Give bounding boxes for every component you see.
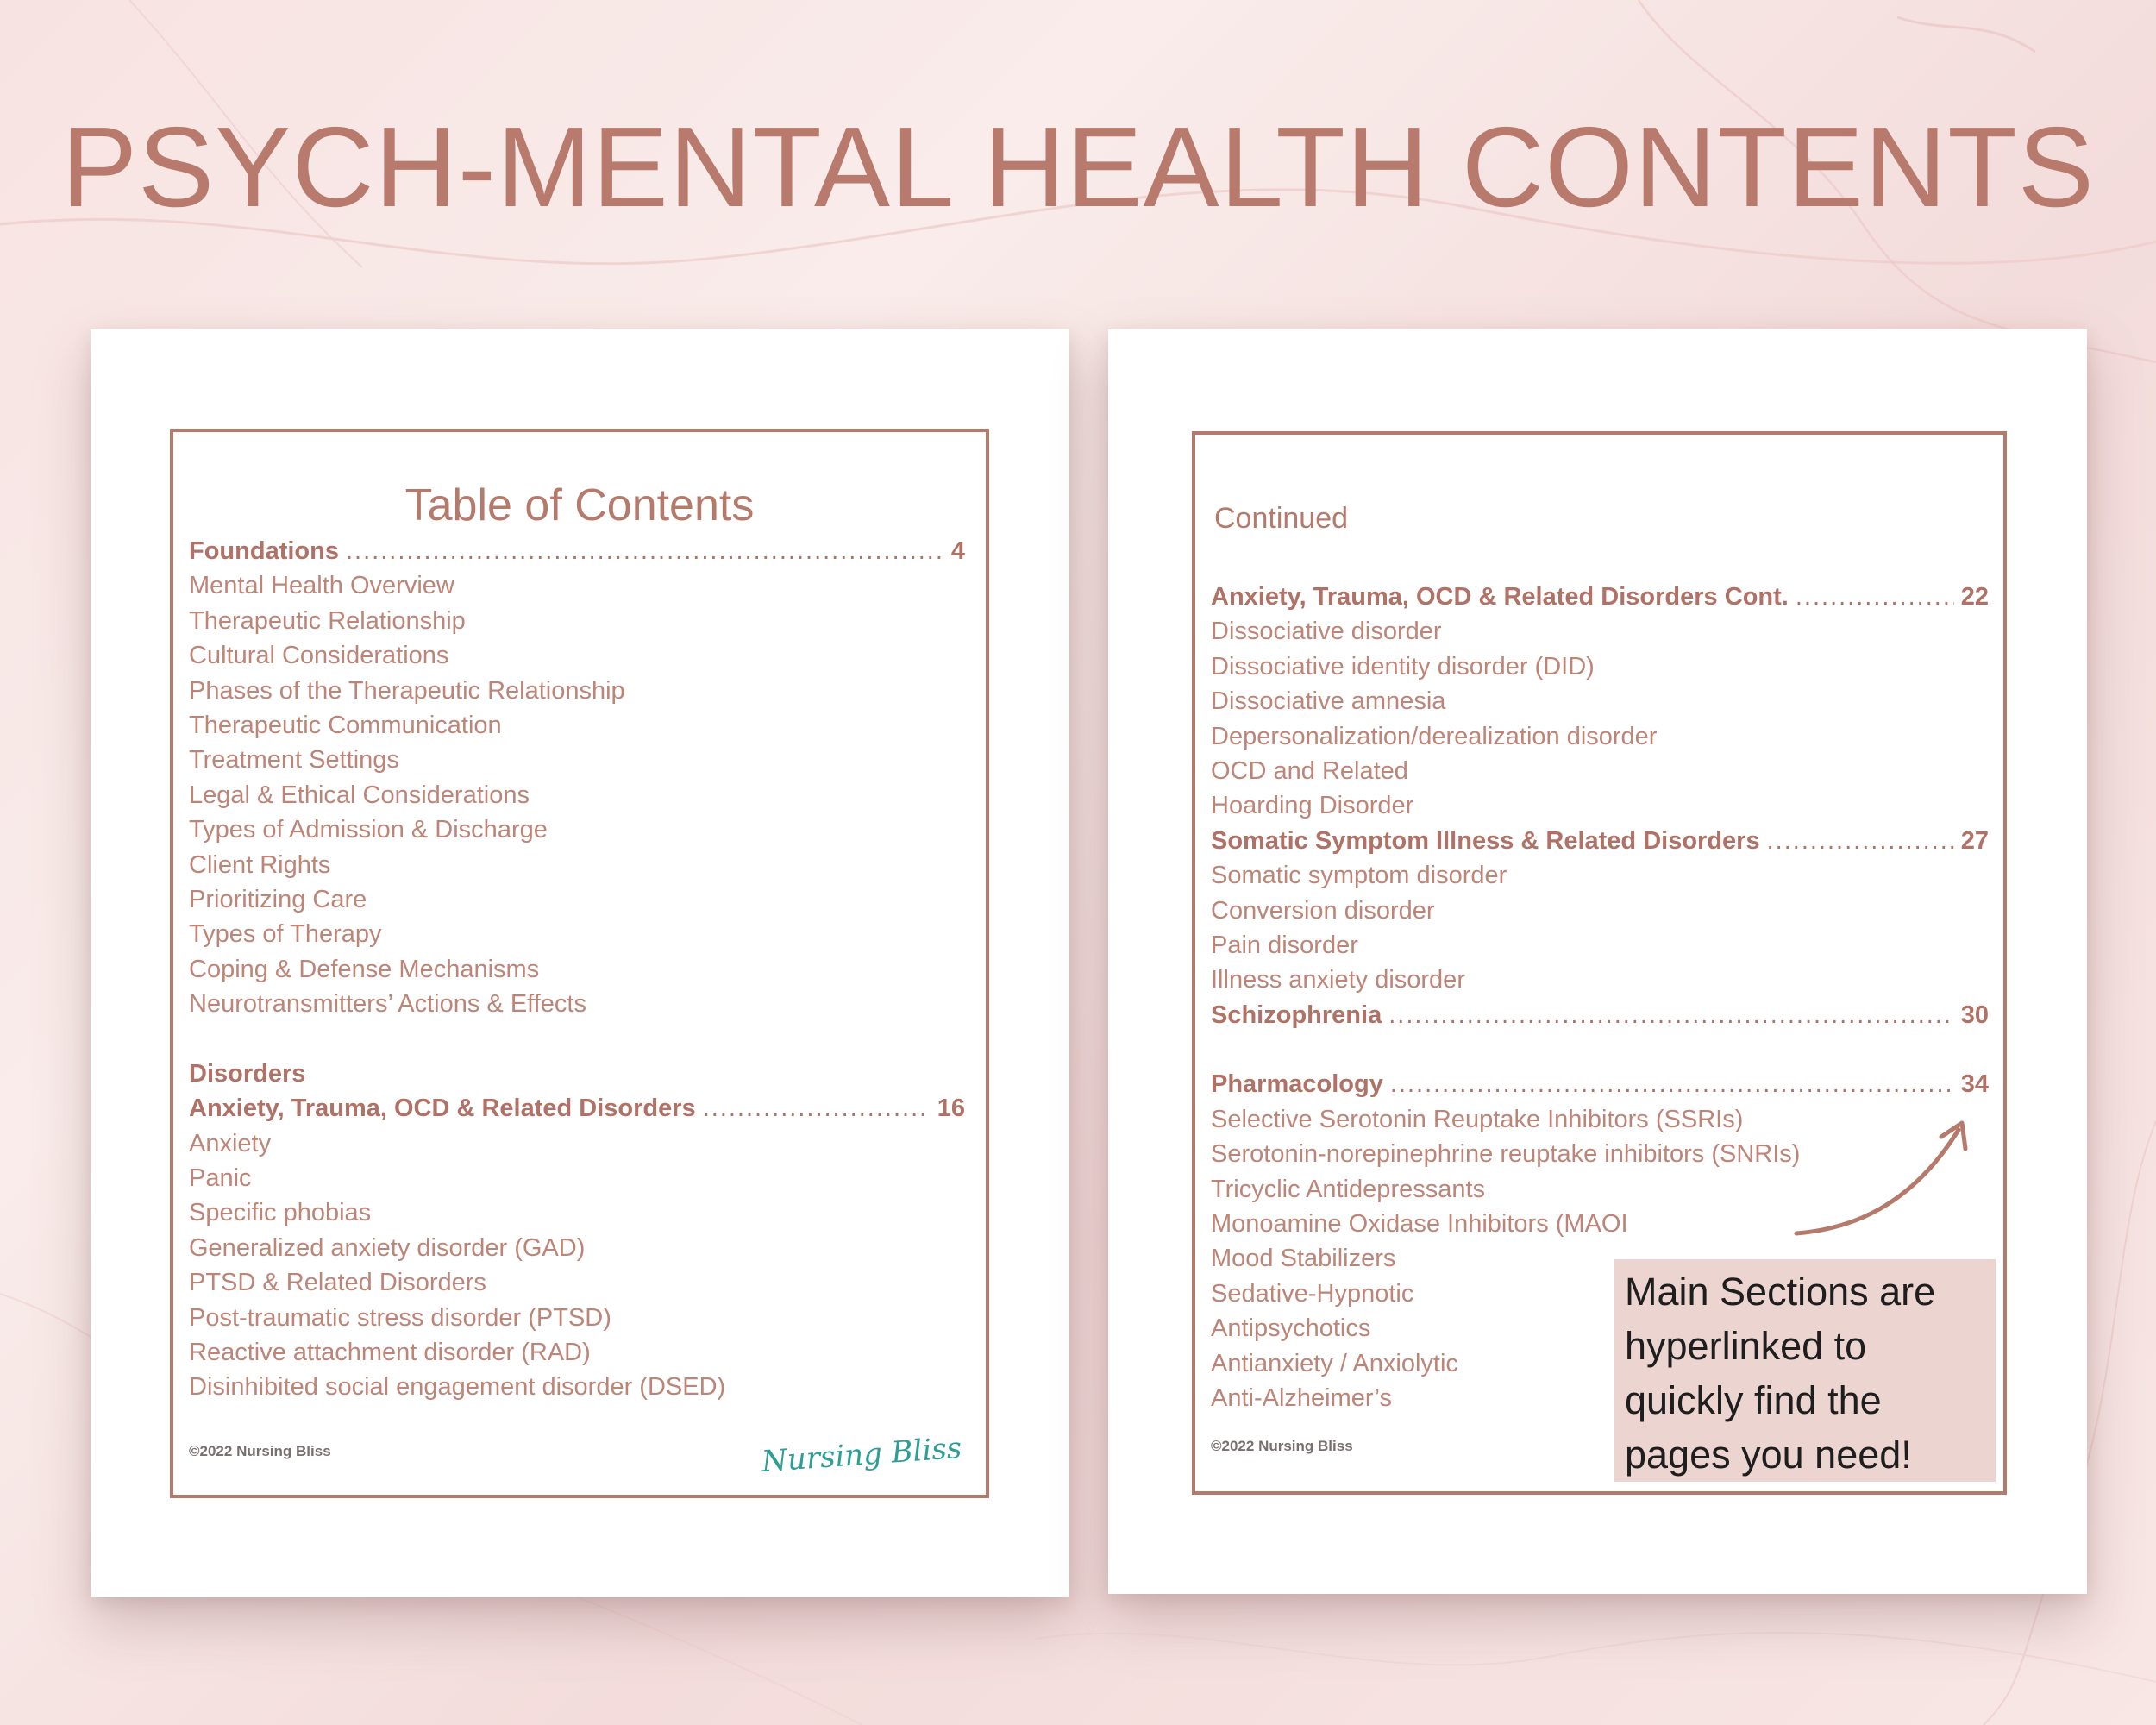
toc-section-link[interactable] [189, 1091, 965, 1126]
toc-label: Types of Therapy [189, 920, 382, 949]
toc-item [189, 778, 965, 812]
copyright-right: ©2022 Nursing Bliss [1211, 1438, 1353, 1454]
toc-label: Types of Admission & Discharge [189, 816, 548, 844]
toc-label: PTSD & Related Disorders [189, 1269, 486, 1297]
toc-frame-left [170, 429, 989, 1498]
toc-label: Disorders [189, 1059, 306, 1088]
toc-label: Mood Stabilizers [1211, 1245, 1396, 1273]
toc-item [189, 1195, 965, 1230]
toc-item [189, 1265, 965, 1300]
toc-item [1211, 649, 1989, 684]
toc-item [189, 917, 965, 951]
toc-section-link[interactable] [189, 1057, 965, 1091]
toc-label: Illness anxiety disorder [1211, 966, 1465, 994]
toc-label: Monoamine Oxidase Inhibitors (MAOI [1211, 1210, 1628, 1239]
toc-item [189, 743, 965, 777]
toc-title: Table of Contents [404, 480, 755, 530]
toc-label: Client Rights [189, 850, 331, 879]
toc-label: Anxiety [189, 1129, 272, 1157]
toc-section-link[interactable] [1211, 1067, 1989, 1101]
toc-label: Legal & Ethical Considerations [189, 781, 530, 809]
toc-label: Selective Serotonin Reuptake Inhibitors (SSRIs) [1211, 1105, 1744, 1133]
toc-label: Post-traumatic stress disorder (PTSD) [189, 1303, 611, 1332]
toc-page-number: 30 [1960, 1000, 1989, 1029]
dot-leader [346, 534, 944, 568]
toc-page-number: 34 [1960, 1070, 1989, 1099]
toc-label: Dissociative identity disorder (DID) [1211, 652, 1595, 681]
toc-page-number: 4 [950, 537, 965, 565]
toc-label: Antipsychotics [1211, 1314, 1371, 1343]
toc-item [189, 1161, 965, 1195]
dot-leader [1767, 824, 1954, 858]
curved-arrow-icon [1789, 1113, 1979, 1242]
toc-item [189, 987, 965, 1021]
dot-leader [1796, 580, 1954, 614]
dot-leader [1390, 1067, 1954, 1101]
toc-label: Hoarding Disorder [1211, 792, 1414, 820]
toc-page-number: 27 [1960, 826, 1989, 855]
copyright-left: ©2022 Nursing Bliss [189, 1443, 331, 1459]
toc-label: Cultural Considerations [189, 642, 449, 670]
toc-item [1211, 754, 1989, 788]
banner-title: PSYCH-MENTAL HEALTH CONTENTS [61, 104, 2095, 230]
toc-list-left [189, 534, 965, 1405]
toc-item [1211, 684, 1989, 718]
toc-item [189, 1370, 965, 1404]
toc-section-link[interactable] [1211, 998, 1989, 1032]
toc-label: Antianxiety / Anxiolytic [1211, 1349, 1458, 1377]
toc-item [189, 708, 965, 743]
toc-label: Therapeutic Relationship [189, 606, 466, 635]
toc-label: Schizophrenia [1211, 1000, 1382, 1029]
toc-page-number: 22 [1960, 583, 1989, 611]
toc-item [1211, 719, 1989, 754]
toc-label: Phases of the Therapeutic Relationship [189, 676, 625, 705]
toc-label: Neurotransmitters’ Actions & Effects [189, 990, 586, 1019]
toc-item [1211, 614, 1989, 649]
toc-label: Generalized anxiety disorder (GAD) [189, 1233, 586, 1262]
toc-item [189, 848, 965, 882]
toc-label: Dissociative disorder [1211, 618, 1442, 646]
toc-item [189, 812, 965, 847]
callout-note: Main Sections are hyperlinked to quickly find the pages you need! [1614, 1259, 1996, 1482]
toc-label: Somatic symptom disorder [1211, 862, 1507, 890]
toc-label: Anti-Alzheimer’s [1211, 1383, 1393, 1412]
toc-item [189, 568, 965, 603]
toc-label: Pharmacology [1211, 1070, 1383, 1099]
toc-item [189, 1126, 965, 1161]
toc-label: Disinhibited social engagement disorder (DSED) [189, 1373, 726, 1402]
toc-label: Prioritizing Care [189, 885, 367, 913]
dot-leader [703, 1091, 931, 1126]
toc-item [189, 674, 965, 708]
toc-label: Anxiety, Trauma, OCD & Related Disorders Cont. [1211, 583, 1789, 611]
toc-label: Tricyclic Antidepressants [1211, 1175, 1486, 1203]
toc-item [189, 952, 965, 987]
toc-page-left [91, 329, 1069, 1597]
toc-label: Dissociative amnesia [1211, 687, 1446, 716]
toc-label: Mental Health Overview [189, 572, 454, 600]
toc-label: Foundations [189, 537, 339, 565]
toc-label: Treatment Settings [189, 746, 399, 775]
toc-spacer [189, 1021, 965, 1056]
toc-item [189, 638, 965, 673]
toc-item [189, 1231, 965, 1265]
toc-item [1211, 858, 1989, 893]
toc-section-link[interactable] [1211, 580, 1989, 614]
toc-label: OCD and Related [1211, 756, 1408, 785]
dot-leader [1388, 998, 1954, 1032]
toc-page-number: 16 [937, 1095, 965, 1123]
toc-label: Panic [189, 1164, 252, 1193]
toc-item [1211, 963, 1989, 997]
brand-logo: Nursing Bliss [760, 1430, 963, 1480]
toc-item [189, 604, 965, 638]
toc-section-link[interactable] [1211, 824, 1989, 858]
toc-label: Serotonin-norepinephrine reuptake inhibitors (SNRIs) [1211, 1140, 1801, 1169]
toc-spacer [1211, 1032, 1989, 1067]
toc-item [189, 882, 965, 917]
toc-item [189, 1335, 965, 1370]
toc-label: Specific phobias [189, 1199, 372, 1227]
toc-section-link[interactable] [189, 534, 965, 568]
toc-label: Coping & Defense Mechanisms [189, 955, 540, 983]
toc-item [189, 1301, 965, 1335]
toc-label: Pain disorder [1211, 931, 1358, 959]
toc-item [1211, 894, 1989, 928]
toc-label: Reactive attachment disorder (RAD) [189, 1338, 591, 1366]
toc-label: Anxiety, Trauma, OCD & Related Disorders [189, 1095, 696, 1123]
toc-label: Conversion disorder [1211, 896, 1435, 925]
toc-label: Therapeutic Communication [189, 711, 502, 739]
toc-label: Somatic Symptom Illness & Related Disorders [1211, 826, 1760, 855]
toc-item [1211, 928, 1989, 963]
toc-label: Depersonalization/derealization disorder [1211, 722, 1658, 750]
toc-item [1211, 788, 1989, 823]
toc-label: Sedative-Hypnotic [1211, 1279, 1414, 1308]
continued-label: Continued [1214, 502, 1349, 535]
